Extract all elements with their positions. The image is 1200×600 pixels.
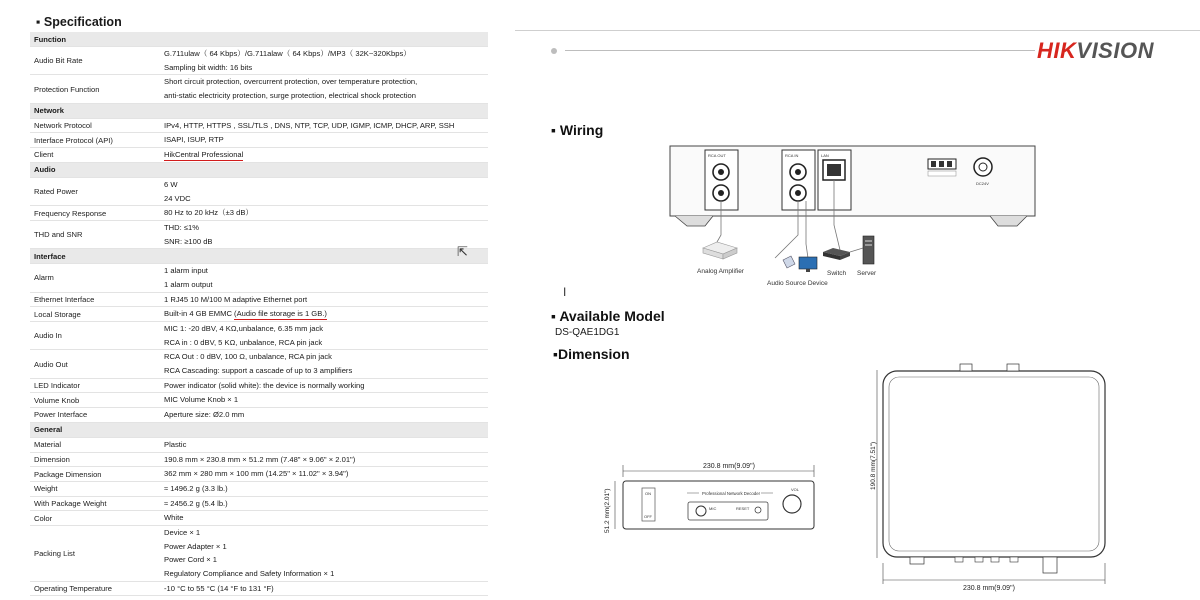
- model-name: DS-QAE1DG1: [555, 327, 620, 338]
- spec-value-line: SNR: ≥100 dB: [164, 236, 213, 246]
- spec-value-line: 24 VDC: [164, 193, 191, 203]
- spec-label: Network Protocol: [30, 118, 160, 133]
- section-name: Interface: [30, 249, 488, 264]
- spec-value: [160, 118, 488, 133]
- text-cursor-icon: I: [563, 285, 567, 299]
- spec-value-line: Power Cord × 1: [164, 555, 217, 565]
- panel-label: Professional Network Decoder: [702, 491, 761, 496]
- section-name: Audio: [30, 162, 488, 177]
- spec-value-line: Regulatory Compliance and Safety Information × 1: [164, 569, 335, 578]
- spec-label: Audio Out: [30, 350, 160, 378]
- spec-value: [160, 148, 488, 163]
- spec-row: [30, 581, 488, 596]
- spec-value-line: Aperture size: Ø2.0 mm: [164, 410, 245, 420]
- spec-label: Audio Bit Rate: [30, 47, 160, 75]
- spec-row: [30, 452, 488, 467]
- audio-source-label: Audio Source Device: [767, 280, 828, 287]
- spec-row: [30, 292, 488, 307]
- section-name: Function: [30, 32, 488, 47]
- spec-label: THD and SNR: [30, 220, 160, 248]
- spec-value-line: Sampling bit width: 16 bits: [164, 62, 253, 72]
- spec-value-line: IPv4, HTTP, HTTPS , SSL/TLS , DNS, NTP, TCP, UDP, IGMP, ICMP, DHCP, ARP, SSH: [164, 120, 455, 130]
- analog-amplifier-icon: [703, 242, 737, 259]
- audio-source-icon: [783, 256, 817, 272]
- spec-value-line: Power indicator (solid white): the device is normally working: [164, 380, 365, 390]
- spec-value-line: RCA in : 0 dBV, 5 KΩ, unbalance, RCA pin jack: [164, 337, 323, 347]
- spec-value-line: [164, 307, 484, 321]
- spec-label: Package Dimension: [30, 467, 160, 482]
- spec-label: Weight: [30, 481, 160, 496]
- section-name: Network: [30, 103, 488, 118]
- vol-label: VOL: [791, 487, 800, 492]
- spec-title: ▪ Specification: [36, 15, 122, 29]
- spec-value: [160, 350, 488, 378]
- spec-value: [160, 496, 488, 511]
- lan-label: LAN: [821, 153, 829, 158]
- spec-value: [160, 47, 488, 75]
- rca-in-label: RCA IN: [785, 153, 799, 158]
- spec-value-line: 1 alarm output: [164, 279, 213, 289]
- spec-label: Packing List: [30, 525, 160, 581]
- switch-icon: [823, 248, 850, 260]
- spec-row: [30, 511, 488, 526]
- spec-value-line: -10 °C to 55 °C (14 °F to 131 °F): [164, 583, 274, 593]
- spec-value-line: Short circuit protection, overcurrent protection, over temperature protection,: [164, 77, 418, 87]
- spec-value-line: THD: ≤1%: [164, 222, 199, 232]
- spec-label: Client: [30, 148, 160, 163]
- spec-value: [160, 437, 488, 452]
- spec-row: [30, 177, 488, 205]
- spec-label: Protection Function: [30, 75, 160, 103]
- spec-value-line: 6 W: [164, 179, 178, 189]
- front-width-label: 230.8 mm(9.09"): [703, 463, 755, 470]
- spec-value-line: [164, 148, 484, 162]
- spec-value-line: 80 Hz to 20 kHz（±3 dB）: [164, 208, 254, 218]
- spec-value-line: 362 mm × 280 mm × 100 mm (14.25" × 11.02" × 3.94"): [164, 469, 349, 479]
- spec-value: [160, 206, 488, 221]
- spec-section-header: [30, 422, 488, 437]
- top-width-label: 230.8 mm(9.09"): [963, 585, 1015, 592]
- hikvision-logo: HIKVISION: [1037, 38, 1154, 63]
- spec-label: Color: [30, 511, 160, 526]
- spec-value: [160, 393, 488, 408]
- mic-label: MIC: [709, 506, 717, 511]
- spec-value: [160, 133, 488, 148]
- front-height-label: 51.2 mm(2.01"): [604, 488, 611, 533]
- spec-row: [30, 264, 488, 292]
- spec-value-line: RCA Out : 0 dBV, 100 Ω, unbalance, RCA pin jack: [164, 352, 332, 362]
- spec-row: [30, 47, 488, 75]
- spec-label: Frequency Response: [30, 206, 160, 221]
- header-line: [565, 50, 1035, 51]
- spec-value: [160, 220, 488, 248]
- spec-value: [160, 177, 488, 205]
- product-sheet-right: [515, 0, 1200, 600]
- spec-value-line: Power Adapter × 1: [164, 541, 227, 551]
- spec-value-line: MIC 1: -20 dBV, 4 KΩ,unbalance, 6.35 mm jack: [164, 324, 324, 333]
- spec-value: [160, 481, 488, 496]
- spec-label: Alarm: [30, 264, 160, 292]
- spec-value: [160, 581, 488, 596]
- spec-value-line: ISAPI, ISUP, RTP: [164, 135, 224, 145]
- off-label: OFF: [644, 514, 652, 519]
- spec-value-line: RCA Cascading: support a cascade of up to 3 amplifiers: [164, 366, 353, 376]
- specification-panel: [30, 14, 496, 596]
- spec-value: [160, 511, 488, 526]
- spec-value: [160, 378, 488, 393]
- spec-label: LED Indicator: [30, 378, 160, 393]
- top-view-drawing: [865, 358, 1115, 594]
- spec-value: [160, 264, 488, 292]
- spec-label: Material: [30, 437, 160, 452]
- header-rule: [515, 30, 1200, 31]
- spec-label: Ethernet Interface: [30, 292, 160, 307]
- spec-label: Audio In: [30, 322, 160, 350]
- dimension-title: ▪Dimension: [553, 346, 630, 362]
- underlined-note: (Audio file storage is 1 GB.): [234, 309, 327, 319]
- spec-row: [30, 118, 488, 133]
- spec-row: [30, 467, 488, 482]
- spec-row: [30, 378, 488, 393]
- spec-section-header: [30, 103, 488, 118]
- spec-value-line: anti-static electricity protection, surge protection, electrical shock protection: [164, 91, 416, 101]
- spec-value: [160, 307, 488, 322]
- wiring-diagram: [665, 140, 1055, 300]
- spec-row: [30, 75, 488, 103]
- amplifier-label: Analog Amplifier: [697, 268, 744, 275]
- spec-value-line: White: [164, 513, 184, 523]
- mouse-pointer-icon: ⇱: [457, 244, 468, 259]
- switch-label: Switch: [827, 270, 847, 277]
- spec-table: [30, 32, 488, 596]
- spec-label: Interface Protocol (API): [30, 133, 160, 148]
- spec-label: With Package Weight: [30, 496, 160, 511]
- spec-value-line: Plastic: [164, 439, 187, 449]
- spec-row: [30, 525, 488, 581]
- spec-value-line: Device × 1: [164, 527, 201, 537]
- spec-label: Volume Knob: [30, 393, 160, 408]
- spec-value-line: MIC Volume Knob × 1: [164, 395, 239, 405]
- wiring-title: ▪ Wiring: [551, 122, 604, 138]
- spec-value-line: 1 alarm input: [164, 266, 208, 276]
- top-depth-label: 190.8 mm(7.51"): [870, 441, 877, 490]
- spec-row: [30, 206, 488, 221]
- spec-value: [160, 452, 488, 467]
- spec-label: Dimension: [30, 452, 160, 467]
- spec-label: Local Storage: [30, 307, 160, 322]
- spec-value-line: 1 RJ45 10 M/100 M adaptive Ethernet port: [164, 294, 308, 304]
- spec-label: Rated Power: [30, 177, 160, 205]
- spec-row: [30, 220, 488, 248]
- spec-value: [160, 75, 488, 103]
- spec-row: [30, 437, 488, 452]
- front-view-drawing: [595, 455, 825, 540]
- server-label: Server: [857, 270, 877, 277]
- underlined-value: HikCentral Professional: [164, 150, 244, 160]
- rca-out-label: RCA OUT: [708, 153, 726, 158]
- value-prefix: Built-in 4 GB EMMC: [164, 309, 235, 319]
- spec-section-header: [30, 32, 488, 47]
- spec-section-header: [30, 162, 488, 177]
- dc-label: DC24V: [976, 181, 989, 186]
- spec-value: [160, 467, 488, 482]
- spec-row: [30, 322, 488, 350]
- header-dot: [551, 48, 557, 54]
- spec-section-header: [30, 249, 488, 264]
- spec-value-line: ≈ 2456.2 g (5.4 lb.): [164, 498, 228, 508]
- spec-row: [30, 148, 488, 163]
- spec-row: [30, 133, 488, 148]
- reset-label: RESET: [736, 506, 750, 511]
- section-name: General: [30, 422, 488, 437]
- spec-value: [160, 408, 488, 423]
- spec-value-line: ≈ 1496.2 g (3.3 lb.): [164, 483, 228, 493]
- available-model-title: ▪ Available Model: [551, 308, 665, 324]
- server-icon: [863, 236, 874, 264]
- spec-value-line: 190.8 mm × 230.8 mm × 51.2 mm (7.48" × 9.06" × 2.01"): [164, 454, 356, 464]
- spec-value: [160, 525, 488, 581]
- spec-value: [160, 292, 488, 307]
- spec-row: [30, 350, 488, 378]
- spec-row: [30, 393, 488, 408]
- spec-value: [160, 322, 488, 350]
- spec-label: Operating Temperature: [30, 581, 160, 596]
- spec-row: [30, 496, 488, 511]
- spec-row: [30, 481, 488, 496]
- spec-value-line: G.711ulaw（ 64 Kbps）/G.711alaw（ 64 Kbps）/MP3（ 32K~320Kbps）: [164, 49, 411, 58]
- spec-row: [30, 307, 488, 322]
- on-label: ON: [645, 491, 651, 496]
- spec-row: [30, 408, 488, 423]
- spec-label: Power Interface: [30, 408, 160, 423]
